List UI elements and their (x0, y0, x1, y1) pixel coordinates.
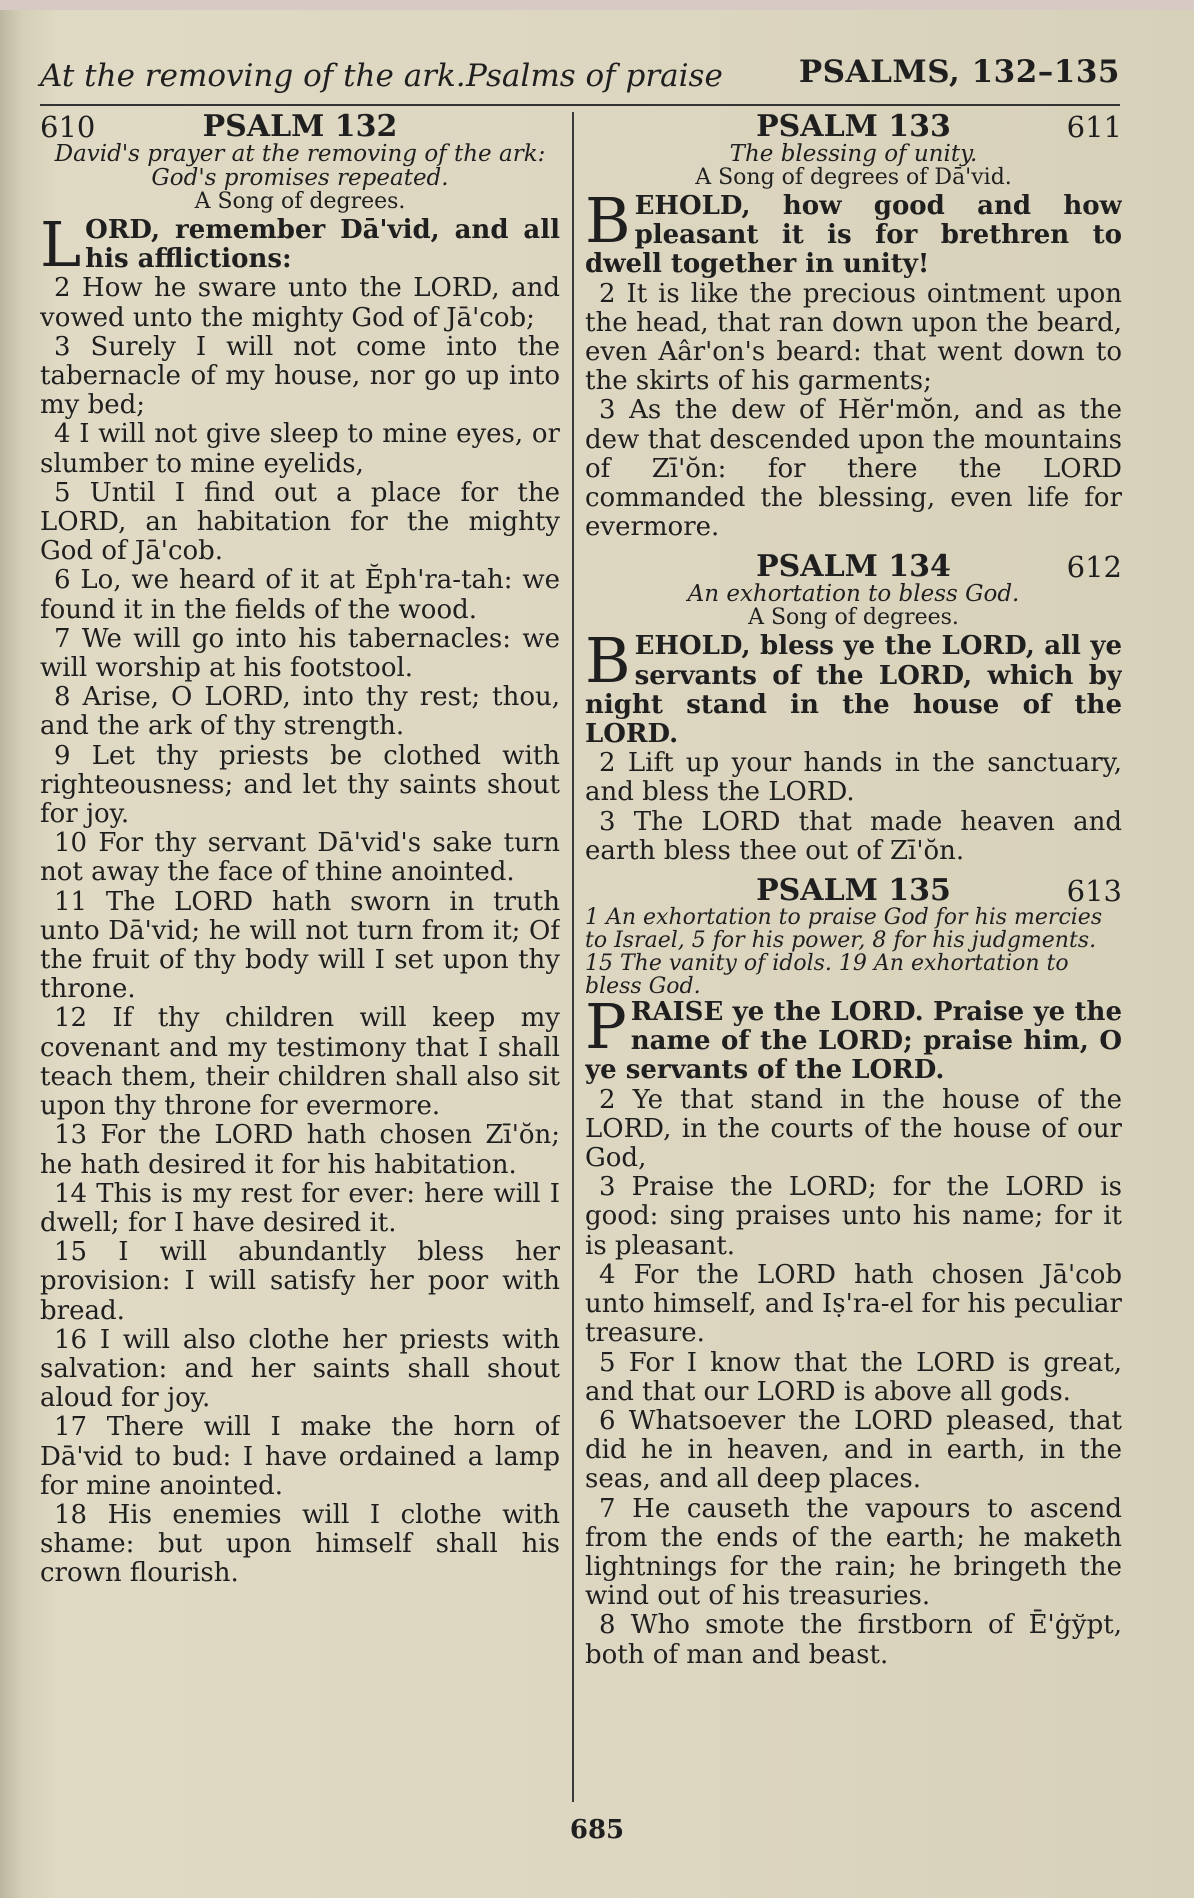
verse: 2 Lift up your hands in the sanctuary, and bless the LORD. (585, 748, 1122, 808)
psalm-subtitle: A Song of degrees of Dā'vid. (695, 165, 1012, 190)
verse: 7 He causeth the vapours to ascend from the ends of the earth; he maketh lightnings for the rain; he bringeth the wind out of his treasuries. (585, 1493, 1122, 1612)
verse: 11 The LORD hath sworn in truth unto Dā'vid; he will not turn from it; Of the fruit of thy body will I set upon thy throne. (40, 886, 560, 1005)
psalm-number: 612 (1066, 550, 1122, 585)
psalm-summary (585, 906, 1122, 998)
header-rule (40, 104, 1120, 106)
drop-cap: B (585, 184, 631, 257)
psalm-number: 610 (40, 112, 96, 144)
psalm-number: 613 (1066, 874, 1122, 909)
page-number: 685 (569, 1815, 625, 1845)
verse: 3 Praise the LORD; for the LORD is good: sing praises unto his name; for it is pleasant. (585, 1172, 1122, 1261)
psalm-title: PSALM 132 (202, 112, 398, 144)
psalm-subtitle: A Song of degrees. (194, 189, 406, 214)
right-column (585, 112, 1122, 1802)
verse: 4 I will not give sleep to mine eyes, or slumber to mine eyelids, (40, 419, 560, 479)
psalm-subtitle: A Song of degrees. (748, 605, 959, 631)
verse-text: EHOLD, how good and how pleasant it is for brethren to dwell together in unity! (585, 191, 1122, 280)
psalm-summary: The blessing of unity. (729, 141, 978, 167)
left-column (40, 112, 560, 1802)
page-edge (0, 0, 1194, 10)
verse: 8 Who smote the firstborn of Ē'ġўpt, both of man and beast. (585, 1610, 1122, 1670)
verse: 18 His enemies will I clothe with shame: but upon himself shall his crown flourish. (40, 1499, 560, 1589)
psalm-132-heading (40, 112, 560, 142)
verse: 2 Ye that stand in the house of the LORD, in the courts of the house of our God, (585, 1084, 1122, 1174)
verse: 12 If thy children will keep my covenant and my testimony that I shall teach them, their children shall also sit upon thy throne for evermore. (40, 1003, 560, 1122)
verse: 9 Let thy priests be clothed with righteousness; and let thy saints shout for joy. (40, 740, 560, 830)
psalm-134-heading (585, 549, 1122, 585)
drop-cap: P (585, 990, 627, 1064)
verse: 5 Until I find out a place for the LORD, an habitation for the mighty God of Jā'cob. (40, 477, 560, 567)
header-middle: Psalms of praise (466, 58, 723, 94)
verse-text: ORD, remember Dā'vid, and all his afflictions: (85, 215, 560, 275)
verse: 3 The LORD that made heaven and earth bless thee out of Zī'ŏn. (585, 806, 1122, 866)
verse: 4 For the LORD hath chosen Jā'cob unto himself, and Iṣ'ra-el for his peculiar treasure. (585, 1259, 1122, 1349)
verse: 16 I will also clothe her priests with salvation: and her saints shall shout aloud for joy. (40, 1324, 560, 1414)
verse (585, 624, 1122, 750)
verse: 3 Surely I will not come into the tabernacle of my house, nor go up into my bed; (40, 331, 560, 421)
header-left: At the removing of the ark. (40, 58, 466, 94)
verse-text: EHOLD, bless ye the LORD, all ye servants of the LORD, which by night stand in the house of the LORD. (585, 631, 1122, 750)
running-header (40, 54, 1120, 104)
verse: 15 I will abundantly bless her provision: I will satisfy her poor with bread. (40, 1237, 560, 1326)
verse (40, 208, 560, 281)
column-divider (572, 112, 574, 1802)
header-right: PSALMS, 132–135 (798, 54, 1120, 90)
psalm-133-heading (585, 112, 1122, 142)
verse: 8 Arise, O LORD, into thy rest; thou, and the ark of thy strength. (40, 682, 560, 742)
psalm-summary: David's prayer at the removing of the ark: God's promises repeated. (54, 141, 546, 191)
drop-cap: L (40, 208, 82, 281)
psalm-title: PSALM 134 (756, 549, 951, 585)
psalm-summary-text: 1 An exhortation to praise God for his mercies to Israel, 5 for his power, 8 for his judgments. 15 The vanity of idols. 19 An exhortation to bless God. (585, 905, 1103, 1000)
psalm-number: 611 (1066, 112, 1122, 144)
verse: 6 Whatsoever the LORD pleased, that did he in heaven, and in earth, in the seas, and all deep places. (585, 1405, 1122, 1495)
verse: 14 This is my rest for ever: here will I dwell; for I have desired it. (40, 1178, 560, 1238)
psalm-title: PSALM 135 (756, 873, 951, 909)
verse: 5 For I know that the LORD is great, and that our LORD is above all gods. (585, 1347, 1122, 1407)
verse: 10 For thy servant Dā'vid's sake turn not away the face of thine anointed. (40, 828, 560, 888)
verse: 13 For the LORD hath chosen Zī'ŏn; he hath desired it for his habitation. (40, 1120, 560, 1180)
psalm-135-heading (585, 873, 1122, 909)
verse-text: RAISE ye the LORD. Praise ye the name of the LORD; praise him, O ye servants of the LORD. (585, 997, 1122, 1086)
verse: 2 It is like the precious ointment upon the head, that ran down upon the beard, even Aâr'on's beard: that went down to the skirts of his garments; (585, 278, 1122, 397)
drop-cap: B (585, 624, 631, 698)
verse (585, 990, 1122, 1086)
psalm-summary: An exhortation to bless God. (687, 581, 1020, 608)
psalm-title: PSALM 133 (756, 112, 951, 144)
verse (585, 184, 1122, 280)
verse: 6 Lo, we heard of it at Ĕph'ra-tah: we found it in the fields of the wood. (40, 565, 560, 625)
verse: 17 There will I make the horn of Dā'vid to bud: I have ordained a lamp for mine anointed. (40, 1412, 560, 1501)
verse: 2 How he sware unto the LORD, and vowed unto the mighty God of Jā'cob; (40, 273, 560, 333)
verse: 3 As the dew of Hĕr'mŏn, and as the dew that descended upon the mountains of Zī'ŏn: for there the LORD commanded the blessing, even life for evermore. (585, 395, 1122, 543)
verse: 7 We will go into his tabernacles: we will worship at his footstool. (40, 623, 560, 684)
